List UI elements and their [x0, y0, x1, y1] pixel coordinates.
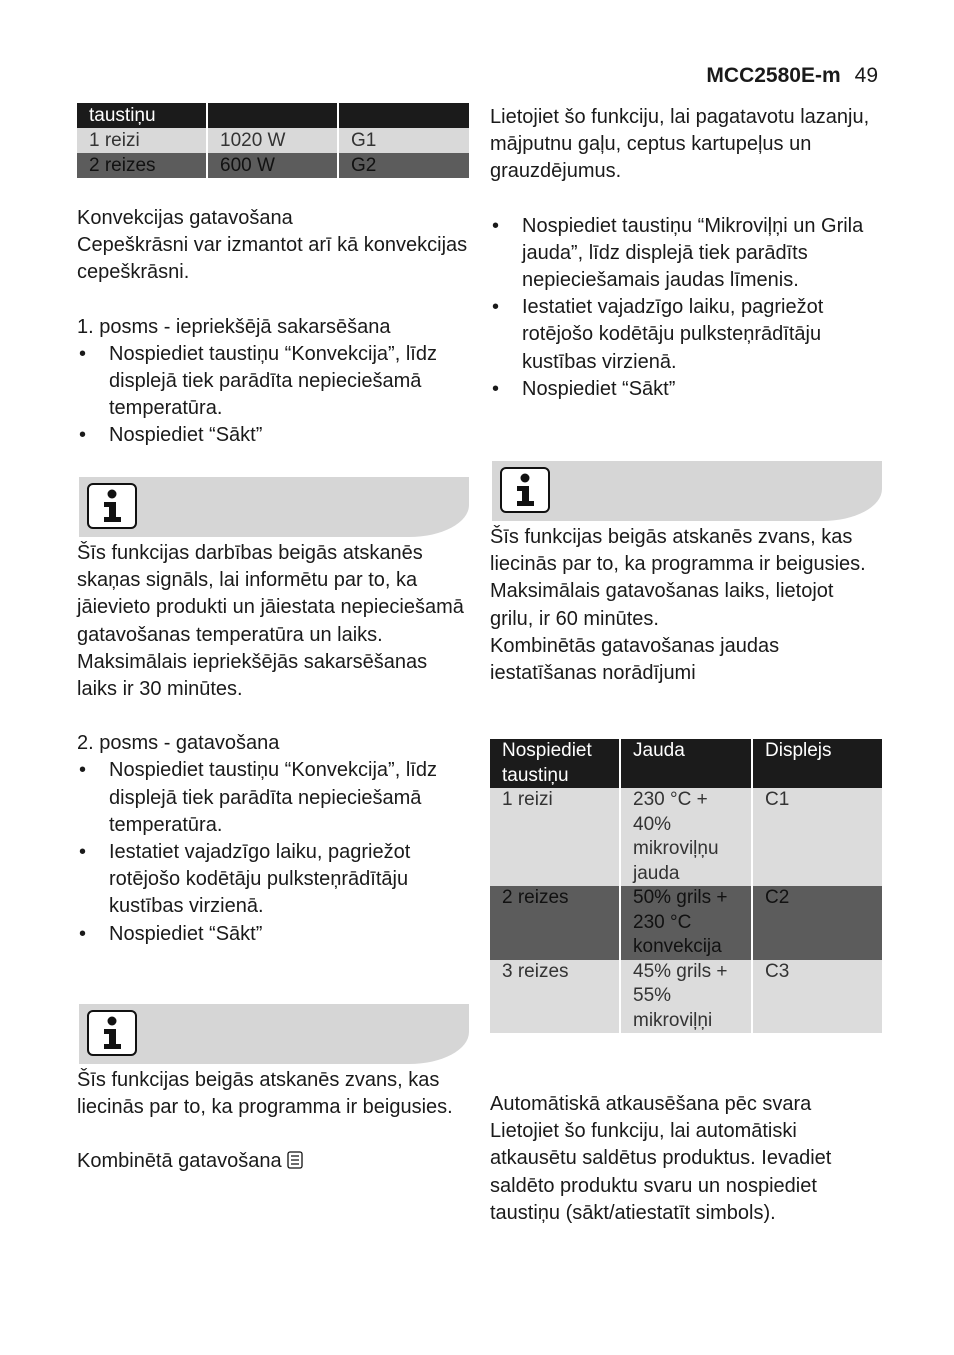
info-box-1: [77, 477, 469, 537]
table-cell: 1 reizi: [77, 128, 207, 153]
table-row: [77, 153, 469, 178]
combo-heading: Kombinētās gatavošanas jaudas iestatīšanas norādījumi: [490, 634, 780, 685]
table-cell: 2 reizes: [490, 886, 620, 960]
defrost-text: Lietojiet šo funkciju, lai automātiski atkausētu saldētus produktus. Ievadiet saldēto produktu svaru un nospiediet taustiņu (sākt/atiestatīt simbols).: [490, 1120, 832, 1224]
info-icon: [87, 1010, 137, 1056]
table-header-cell: Nospiediet taustiņu: [490, 739, 620, 788]
info-icon: [87, 483, 137, 529]
section-title-convection: Konvekcijas gatavošana: [77, 207, 293, 229]
info2-text: Šīs funkcijas beigās atskanēs zvans, kas liecinās par to, ka programma ir beigusies.: [77, 1069, 453, 1119]
table-cell: C3: [752, 960, 882, 1034]
step2-list: [77, 757, 469, 947]
list-item: • Iestatiet vajadzīgo laiku, pagriežot rotējošo kodētāju pulksteņrādītāju kustības virzienā.: [490, 294, 882, 376]
model-number: MCC2580E-m: [706, 64, 841, 87]
info-banner: [79, 1004, 469, 1064]
table-cell: 50% grils + 230 °C konvekcija: [620, 886, 752, 960]
left-column: [77, 205, 469, 450]
info1-text: Šīs funkcijas darbības beigās atskanēs skaņas signāls, lai informētu par to, ka jāievieto produkti un jāiestata nepieciešamā gatavošanas temperatūra un laiks.: [77, 542, 464, 646]
step1-list: [77, 341, 469, 450]
info3-text2: Maksimālais gatavošanas laiks, lietojot grilu, ir 60 minūtes.: [490, 580, 834, 630]
info1-body: [77, 540, 469, 948]
combo-table-wrap: [490, 739, 882, 1033]
table-header-cell: Displejs: [752, 739, 882, 788]
table-cell: 3 reizes: [490, 960, 620, 1034]
info3-body: [490, 524, 882, 687]
table-row: [77, 128, 469, 153]
list-item: • Nospiediet “Sākt”: [77, 921, 469, 948]
table-cell: C2: [752, 886, 882, 960]
info-banner: [79, 477, 469, 537]
right-intro: Lietojiet šo funkciju, lai pagatavotu lazanju, mājputnu gaļu, ceptus kartupeļus un grauzdējumus.: [490, 106, 870, 183]
combined-title-text: Kombinētā gatavošana: [77, 1150, 282, 1173]
table-cell: 1020 W: [207, 128, 338, 153]
convection-text: Cepeškrāsni var izmantot arī kā konvekcijas cepeškrāsni.: [77, 234, 468, 284]
list-item: • Nospiediet “Sākt”: [490, 376, 882, 403]
power-table: [77, 103, 469, 178]
table-header-cell: Jauda: [620, 739, 752, 788]
table-cell: C1: [752, 788, 882, 886]
step2-title: 2. posms - gatavošana: [77, 732, 280, 755]
table-row: [490, 960, 882, 1034]
list-item: • Nospiediet taustiņu “Mikroviļņi un Grila jauda”, līdz displejā tiek parādīts nepieciešamais jaudas līmenis.: [490, 213, 882, 295]
table-cell: G2: [338, 153, 469, 178]
table-header-cell: taustiņu: [77, 103, 207, 128]
info-box-3: [490, 461, 882, 521]
step1-title: 1. posms - iepriekšējā sakarsēšana: [77, 315, 391, 338]
list-item: • Iestatiet vajadzīgo laiku, pagriežot rotējošo kodētāju pulksteņrādītāju kustības virzienā.: [77, 839, 469, 921]
info2-body: [77, 1067, 469, 1178]
page-header: [706, 64, 878, 88]
table-header-cell: [338, 103, 469, 128]
table-cell: 45% grils + 55% mikroviļņi: [620, 960, 752, 1034]
info3-text: Šīs funkcijas beigās atskanēs zvans, kas liecinās par to, ka programma ir beigusies.: [490, 526, 866, 576]
info1-text2: Maksimālais iepriekšējās sakarsēšanas laiks ir 30 minūtes.: [77, 650, 428, 701]
info-icon: [500, 467, 550, 513]
table-header-row: [77, 103, 469, 128]
table-row: [490, 886, 882, 960]
list-item: • Nospiediet taustiņu “Konvekcija”, līdz displejā tiek parādīta nepieciešamā temperatūra.: [77, 757, 469, 839]
table-header-cell: [207, 103, 338, 128]
right-column: [490, 104, 882, 403]
right-list: [490, 213, 882, 403]
combined-title: [77, 1148, 469, 1177]
combination-icon: [287, 1150, 303, 1177]
table-cell: 2 reizes: [77, 153, 207, 178]
table-cell: 230 °C + 40% mikroviļņu jauda: [620, 788, 752, 886]
defrost-section: [490, 1091, 882, 1227]
page-number: 49: [854, 64, 878, 87]
list-item: • Nospiediet taustiņu “Konvekcija”, līdz displejā tiek parādīta nepieciešamā temperatūra.: [77, 341, 469, 423]
table-cell: 1 reizi: [490, 788, 620, 886]
defrost-title: Automātiskā atkausēšana pēc svara: [490, 1093, 812, 1115]
info-banner: [492, 461, 882, 521]
table-row: [490, 788, 882, 886]
info-box-2: [77, 1004, 469, 1064]
table-header-row: [490, 739, 882, 788]
list-item: • Nospiediet “Sākt”: [77, 422, 469, 449]
table-cell: 600 W: [207, 153, 338, 178]
table-cell: G1: [338, 128, 469, 153]
combo-table: [490, 739, 882, 1033]
